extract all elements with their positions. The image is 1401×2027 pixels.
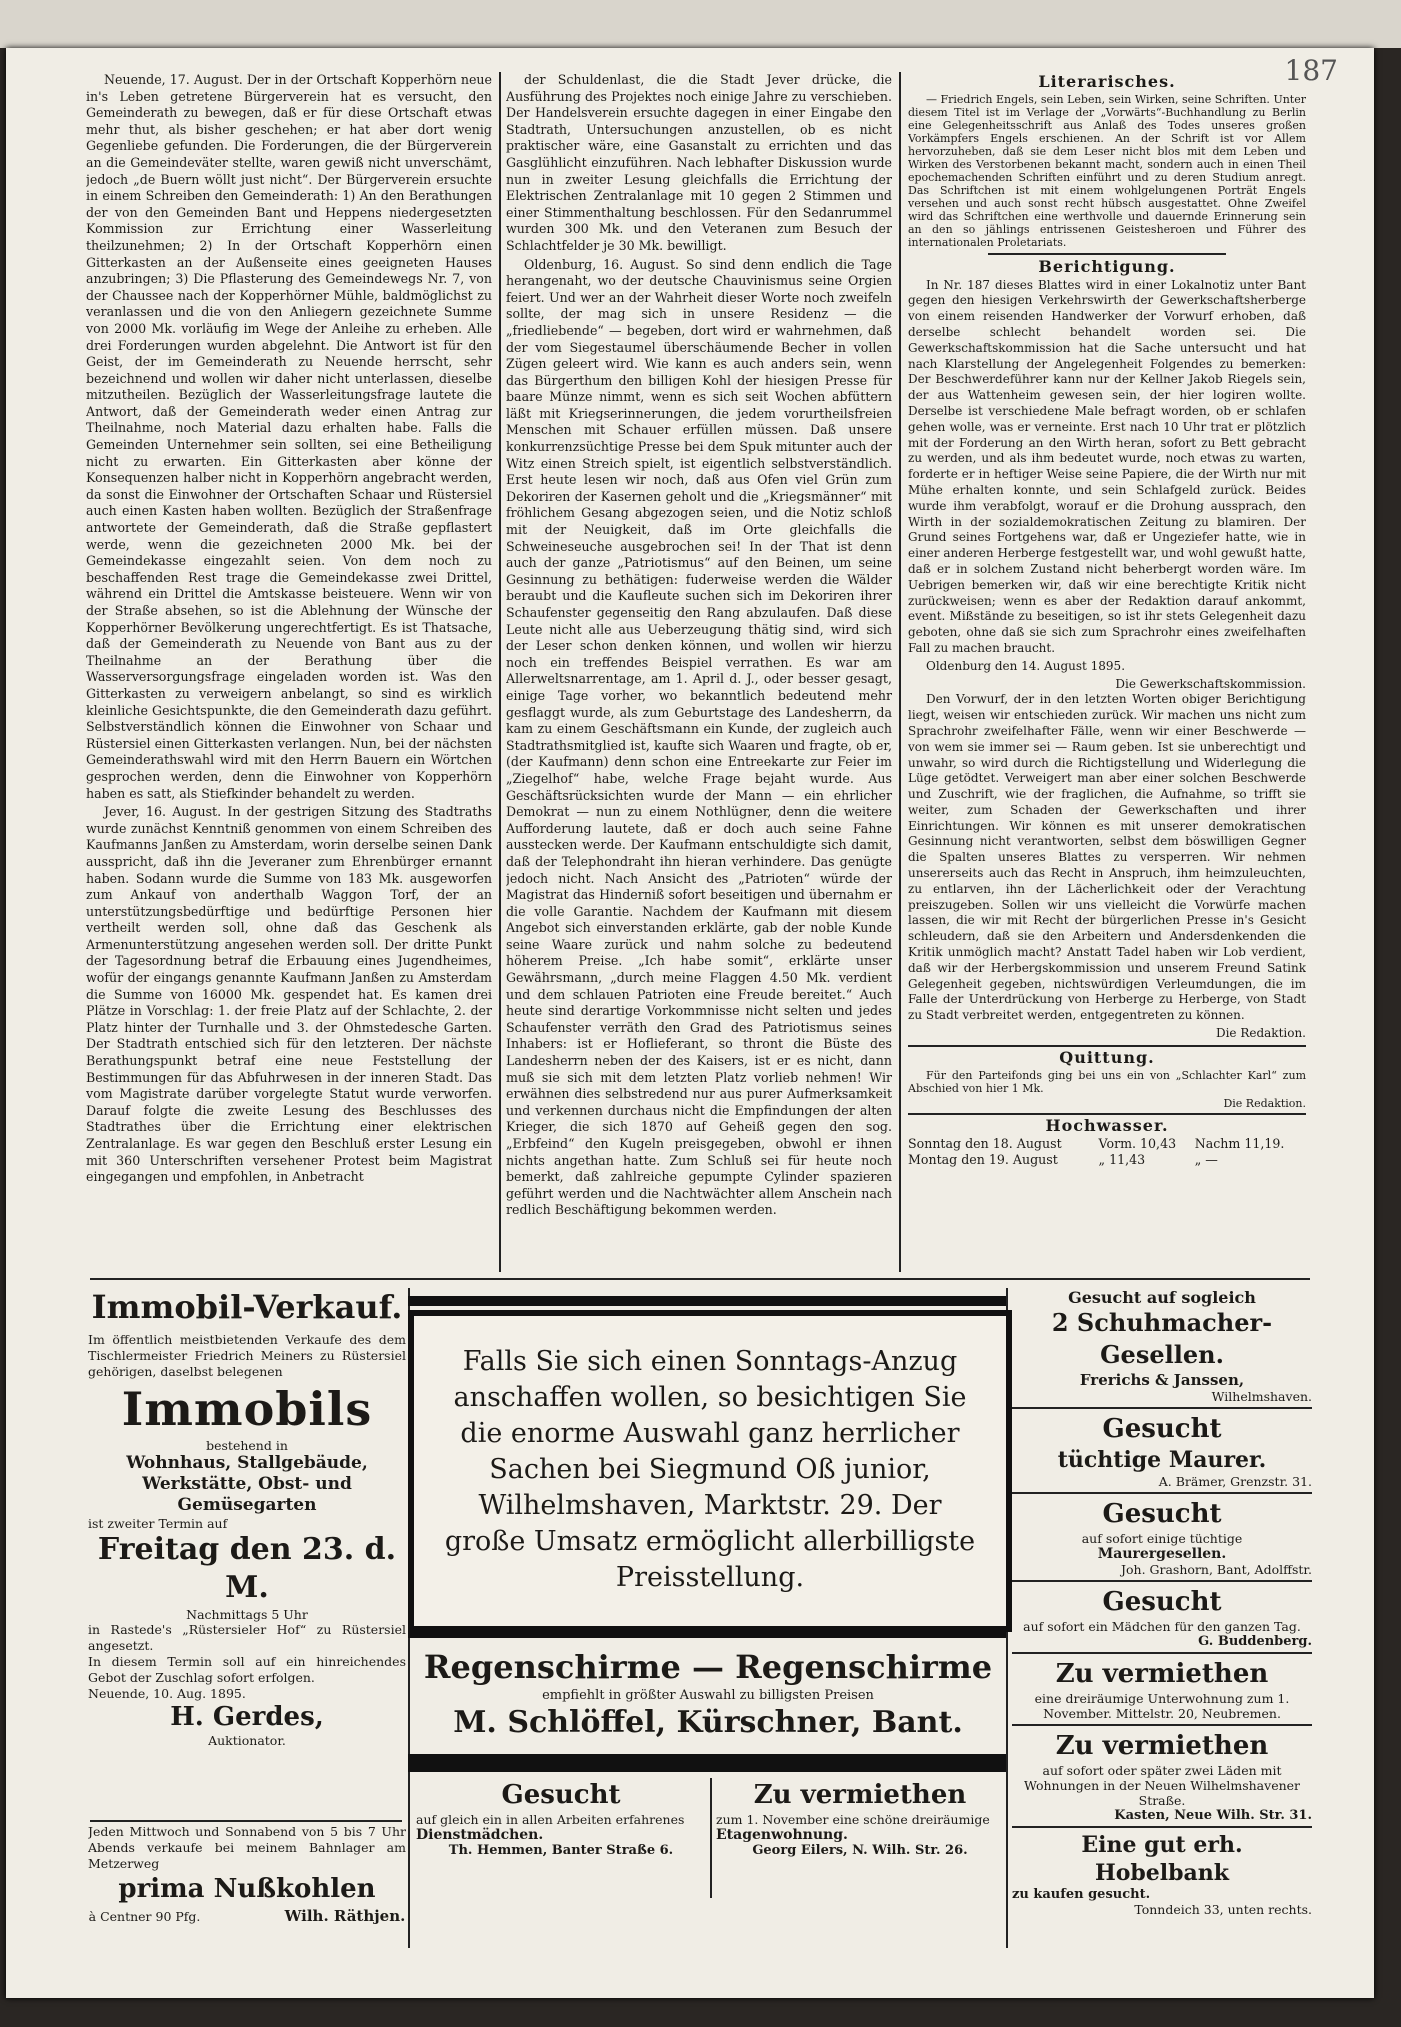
- high-water-heading: Hochwasser.: [1045, 1115, 1169, 1135]
- ad-place: Wilhelmshaven.: [1211, 1389, 1312, 1404]
- article-neuende: Neuende, 17. August. Der in der Ortschaft Kopperhörn neue in's Leben getretene Bürgerverein hat es versucht, den Gemeinderath zu bewegen, daß er für diese Ortschaft etwas mehr thut, als bisher geschehen; er hat aber dort wenig Gegenliebe gefunden. Die Forderungen, die der Bürgerverein an die Gemeindeväter stellte, waren gewiß nicht unverschämt, jedoch „de Buern wöllt just nicht“. Der Bürgerverein ersuchte in einem Schreiben den Gemeinderath: 1) An den Berathungen der von den Gemeinden Bant und Heppens niedergesetzten Kommission zur Errichtung einer Wasserleitung theilzunehmen; 2) In der Ortschaft Kopperhörn einen Gitterkasten an der Außenseite eines geeigneten Hauses anzubringen; 3) Die Pflasterung des Gemeindewegs Nr. 7, von der Chaussee nach der Kopperhörner Mühle, baldmöglichst zu veranlassen und die von den Anliegern gezeichnete Summe von 2000 Mk. vorläufig im Wege der Anleihe zu erheben. Alle drei Forderungen wurden abgelehnt. Die Antwort ist für den Geist, der im Gemeinderath zu Neuende herrscht, sehr bezeichnend und wollen wir daher nicht unterlassen, dieselbe mitzutheilen. Bezüglich der Wasserleitungsfrage lautete die Antwort, daß der Gemeinderath weder einen Antrag zur Theilnahme, noch Material dazu erhalten habe. Falls die Gemeinden Unternehmer sein sollten, sei eine Betheiligung nicht zu erwarten. Ein Gitterkasten aber könne der Konsequenzen halber nicht in Kopperhörn angebracht werden, da sonst die Einwohner der Ortschaften Schaar und Rüstersiel auch einen Kasten haben wollten. Bezüglich der Straßenfrage antwortete der Gemeinderath, daß die Straße gepflastert werde, wenn die gezeichneten 2000 Mk. bei der Gemeindekasse eingezahlt seien. Von dem noch zu beschaffenden Rest trage die Gemeindekasse zwei Drittel, während ein Drittel die Amtskasse beisteuere. Wenn wir von der Straße absehen, so ist die Ablehnung der Wünsche der Kopperhörner Bevölkerung ungerechtfertigt. Es ist Thatsache, daß der Gemeinderath zu Neuende von Bant aus zu der Theilnahme an der Berathung über die Wasserversorgungsfrage eingeladen worden ist. Was den Gitterkasten zu verweigern anbelangt, so sind es wirklich kleinliche Gesichtspunkte, die den Gemeinderath dazu geführt. Selbstverständlich können die Einwohner von Schaar und Rüstersiel einen Gitterkasten verlangen. Nun, bei der nächsten Gemeinderathswahl wird mit den Herrn Bauern ein Wörtchen gesprochen werden, denn die Einwohner von Kopperhörn haben es satt, als Stiefkinder behandelt zu werden.: [86, 72, 492, 801]
- ad-dienstmaedchen: [416, 1778, 706, 1898]
- editorial-signature: Die Redaktion.: [1215, 1026, 1306, 1041]
- ad-bold: Maurergesellen.: [1097, 1546, 1227, 1562]
- newspaper-page: [6, 48, 1374, 1998]
- ad-text: bestehend in: [206, 1438, 288, 1453]
- ad-text: auf sofort oder später zwei Läden mit Wohnungen in der Neuen Wilhelmshavener Straße.: [1023, 1763, 1301, 1808]
- ad-heading: Eine gut erh. Hobelbank: [1081, 1832, 1243, 1886]
- ad-parts: Wohnhaus, Stallgebäude, Werkstätte, Obst- und Gemüsegarten: [126, 1453, 368, 1515]
- ad-name: Georg Eilers, N. Wilh. Str. 26.: [752, 1843, 968, 1858]
- black-bar: [408, 1630, 1006, 1638]
- article-jever: Jever, 16. August. In der gestrigen Sitzung des Stadtraths wurde zunächst Kenntniß genommen von einem Schreiben des Kaufmanns Janßen zu Amsterdam, worin derselbe seinen Dank ausspricht, daß ihn die Jeveraner zum Ehrenbürger ernannt haben. Sodann wurde die Summe von 183 Mk. ausgeworfen zum Ankauf von anderthalb Waggon Torf, der an unterstützungsbedürftige und bedürftige Personen hier vertheilt werden soll, ohne daß das Geschenk als Armenunterstützung angesehen werden soll. Der dritte Punkt der Tagesordnung betraf die Erbauung eines Jugendheimes, wofür der eingangs genannte Kaufmann Janßen zu Amsterdam die Summe von 16000 Mk. gespendet hat. Es kamen drei Plätze in Vorschlag: 1. der freie Platz auf der Schlachte, 2. der Platz hinter der Turnhalle und 3. der Ohmstedesche Garten. Der Stadtrath entschied sich für den letzteren. Der nächste Berathungspunkt betraf eine neue Feststellung der Bestimmungen für das Abfuhrwesen in der inneren Stadt. Das vom Magistrate darüber vorgelegte Statut wurde verworfen. Darauf folgte die zweite Lesung des Beschlusses des Stadtrathes über die Errichtung einer elektrischen Zentralanlage. Es war gegen den Beschluß erster Lesung ein mit 360 Unterschriften versehener Protest beim Magistrat eingegangen und empfohlen, in Anbetracht: [86, 804, 492, 1185]
- ad-date: Freitag den 23. d. M.: [97, 1532, 397, 1605]
- ad-name: Wilh. Räthjen.: [284, 1907, 406, 1925]
- ad-text: zu kaufen gesucht.: [1012, 1887, 1151, 1902]
- ad-big-word: prima Nußkohlen: [118, 1874, 376, 1904]
- ad-etagenwohnung: [716, 1778, 1004, 1898]
- ad-nusskohlen: [88, 1824, 406, 1954]
- table-cell: Montag den 19. August: [908, 1152, 1058, 1168]
- table-cell: Nachm 11,19.: [1194, 1136, 1285, 1152]
- ad-big-word: tüchtige Maurer.: [1057, 1447, 1267, 1473]
- column-1: [86, 72, 492, 1287]
- ad-name: Joh. Grashorn, Bant, Adolffstr.: [1120, 1562, 1312, 1577]
- ad-intro: Im öffentlich meistbietenden Verkaufe des dem Tischlermeister Friedrich Meiners zu Rüstersiel gehörigen, daselbst belegenen: [88, 1332, 406, 1379]
- ad-text: auf sofort einige tüchtige: [1081, 1531, 1243, 1546]
- ad-heading: Zu vermiethen: [1055, 1731, 1269, 1761]
- ad-intro: Jeden Mittwoch und Sonnabend von 5 bis 7 Uhr Abends verkaufe bei meinem Bahnlager am Metzerweg: [88, 1824, 406, 1871]
- ad-text: ist zweiter Termin auf: [88, 1516, 228, 1531]
- ad-name: H. Gerdes,: [170, 1702, 324, 1732]
- column-3: [908, 72, 1306, 1287]
- ad-name: Tonndeich 33, unten rechts.: [1134, 1902, 1312, 1917]
- receipt-signature: Die Redaktion.: [1223, 1096, 1306, 1110]
- ad-heading: Gesucht: [1102, 1587, 1222, 1617]
- ad-heading: Gesucht: [1102, 1499, 1222, 1529]
- ad-heading: Zu vermiethen: [1055, 1659, 1269, 1689]
- ad-name: Frerichs & Janssen,: [1079, 1371, 1245, 1389]
- column-divider: [899, 72, 901, 1272]
- ad-big-word: Immobils: [121, 1382, 373, 1436]
- correction-heading: Berichtigung.: [1038, 256, 1176, 276]
- ad-name: Kasten, Neue Wilh. Str. 31.: [1114, 1808, 1312, 1823]
- ad-name: M. Schlöffel, Kürschner, Bant.: [453, 1705, 963, 1740]
- ad-title: Regenschirme — Regenschirme: [423, 1648, 993, 1686]
- ad-bold: Etagenwohnung.: [716, 1827, 848, 1843]
- ad-title: Zu vermiethen: [753, 1780, 967, 1810]
- ad-place: in Rastede's „Rüstersieler Hof“ zu Rüstersiel angesetzt.: [88, 1622, 406, 1653]
- ad-big-word: 2 Schuhmacher-Gesellen.: [1051, 1308, 1273, 1369]
- high-water-table: [908, 1136, 1306, 1168]
- table-cell: Vorm. 10,43: [1098, 1136, 1177, 1152]
- editorial-reply: Den Vorwurf, der in den letzten Worten obiger Berichtigung liegt, weisen wir entschieden zurück. Wir machen uns nicht zum Sprachrohr zweifelhafter Fälle, wenn wir einer Beschwerde — von wem sie immer sei — Raum geben. Ist sie unberechtigt und unwahr, so wird durch die Richtigstellung und Widerlegung die Lüge getödtet. Verweigert man aber einer solchen Beschwerde und Zuschrift, wie der fraglichen, die Aufnahme, so trifft sie weiter, zum Schaden der Gewerkschaften und ihrer Einrichtungen. Wir können es mit unserer demokratischen Gesinnung nicht verantworten, selbst dem böswilligen Gegner die Spalten unseres Blattes zu versperren. Wir nehmen unsererseits auch das Recht in Anspruch, ihm heimzuleuchten, zu entlarven, ihn der Lächerlichkeit oder der Verachtung preiszugeben. Sollen wir uns vielleicht die Vorwürfe machen lassen, die wir mit Recht der bürgerlichen Presse in's Gesicht schleudern, daß sie den Arbeitern und Andersdenkenden die Kritik unmöglich macht? Anstatt Tadel haben wir Lob verdient, daß wir der Herbergskommission und unserem Freund Satink Gelegenheit gegeben, nichtswürdigen Verleumdungen, die im Falle der Unterdrückung von Herberge zu Herberge, von Stadt zu Stadt verbreitet werden, entgegentreten zu können.: [908, 692, 1306, 1023]
- column-divider: [499, 72, 501, 1272]
- page-top-strip: [0, 0, 1401, 48]
- black-bar: [408, 1296, 1006, 1306]
- ads-divider: [90, 1278, 1310, 1280]
- ad-text: Falls Sie sich einen Sonntags-Anzug anschaffen wollen, so besichtigen Sie die enorme Auswahl ganz herrlicher Sachen bei Siegmund Oß junior, Wilhelmshaven, Marktstr. 29. Der große Umsatz ermöglicht allerbilligste Preisstellung.: [444, 1346, 976, 1593]
- ad-note: In diesem Termin soll auf ein hinreichendes Gebot der Zuschlag sofort erfolgen.: [88, 1654, 406, 1685]
- ad-text: zum 1. November eine schöne dreiräumige: [716, 1812, 990, 1827]
- ad-role: Auktionator.: [208, 1733, 286, 1748]
- ad-bold: Dienstmädchen.: [416, 1827, 544, 1843]
- article-jever-cont: der Schuldenlast, die die Stadt Jever drücke, die Ausführung des Projektes noch einige Jahre zu verschieben. Der Handelsverein ersuchte dagegen in einer Eingabe den Stadtrath, Untersuchungen anzustellen, ob es nicht praktischer wäre, eine Gasanstalt zu errichten und das Gasglühlicht einzuführen. Nach lebhafter Diskussion wurde nun in zweiter Lesung gleichfalls die Errichtung der Elektrischen Zentralanlage mit 10 gegen 2 Stimmen und einer Stimmenthaltung beschlossen. Für den Sedanrummel wurden 300 Mk. und den Veteranen zum Besuch der Schlachtfelder je 30 Mk. bewilligt.: [506, 72, 892, 253]
- table-cell: Sonntag den 18. August: [908, 1136, 1062, 1152]
- ad-time: Nachmittags 5 Uhr: [186, 1607, 308, 1622]
- table-cell: „ 11,43: [1098, 1152, 1146, 1168]
- correction-dateline: Oldenburg den 14. August 1895.: [926, 658, 1126, 673]
- ad-divider: [710, 1778, 712, 1898]
- ad-regenschirme: [410, 1646, 1006, 1746]
- ad-subtitle: empfiehlt in größter Auswahl zu billigsten Preisen: [542, 1688, 874, 1703]
- table-row: [908, 1136, 1306, 1152]
- ad-divider: [90, 1820, 402, 1822]
- ad-immobil-verkauf: [88, 1288, 406, 1808]
- page-number: 187: [1284, 54, 1338, 87]
- black-bar: [408, 1754, 1006, 1772]
- table-row: [908, 1152, 1306, 1168]
- ad-dateline: Neuende, 10. Aug. 1895.: [88, 1686, 246, 1701]
- table-cell: „ —: [1194, 1152, 1218, 1168]
- literary-heading: Literarisches.: [1038, 72, 1176, 91]
- article-oldenburg: Oldenburg, 16. August. So sind denn endlich die Tage herangenaht, wo der deutsche Chauvinismus seine Orgien feiert. Und wer an der Wahrheit dieser Worte noch zweifeln sollte, der mag sich in unsere Residenz — die „friedliebende“ — begeben, dort wird er wahrnehmen, daß der vom Siegestaumel überschäumende Becher in vollen Zügen geleert wird. Wie kann es auch anders sein, wenn das Bürgerthum den billigen Kohl der hiesigen Presse für baare Münze nimmt, wenn es sich seit Wochen abfüttern läßt mit Kriegserinnerungen, die jedem vorurtheilsfreien Menschen mit Schauer erfüllen müssen. Daß unsere konkurrenzsüchtige Presse bei dem Spuk mitunter auch der Witz einen Streich spielt, ist eigentlich selbstverständlich. Erst heute lesen wir noch, daß aus Ofen viel Grün zum Dekoriren der Kasernen geholt und die „Kriegsmänner“ mit fröhlichem Gesang abgezogen seien, und die Notiz schloß mit der Neuigkeit, daß im Orte gleichfalls die Schweineseuche ausgebrochen sei! In der That ist denn auch der ganze „Patriotismus“ auf den Beinen, um seine Gesinnung zu bethätigen: fuderweise werden die Wälder beraubt und die Kaufleute suchen sich im Dekoriren ihrer Schaufenster gegenseitig den Rang abzulaufen. Daß diese Leute nicht alle aus Ueberzeugung thätig sind, wird sich der Leser schon denken können, und wollen wir hierzu noch ein treffendes Beispiel verrathen. Es war am Allerweltsnarrentage, am 1. April d. J., oder besser gesagt, einige Tage vorher, wo bekanntlich bedeutend mehr gesflaggt wurde, als zum Geburtstage des Landesherrn, da kam zu einem Geschäftsmann ein Kunde, der zugleich auch Stadtrathsmitglied ist, kaufte sich Waaren und fragte, ob er, (der Kaufmann) denn schon eine Entreekarte zur Feier im „Ziegelhof“ habe, welche Frage bejaht wurde. Aus Geschäftsrücksichten wurde der Mann — ein ehrlicher Demokrat — nun zu einem Nothlügner, denn die weitere Aufforderung lautete, daß er doch auch seine Fahne ausstecken werde. Der Kaufmann entschuldigte sich damit, daß der Telephondraht ihn hieran verhindere. Das genügte jedoch nicht. Nach Ansicht des „Patrioten“ würde der Magistrat das Hinderniß sofort beseitigen und übernahm er die volle Garantie. Nachdem der Kaufmann mit diesem Angebot sich einverstanden erklärte, gab der noble Kunde seine Waare zurück und nahm solche zu bedeutend höherem Preise. „Ich habe somit“, erklärte unser Gewährsmann, „durch meine Flaggen 4.50 Mk. verdient und dem schlauen Patrioten eine Freude bereitet.“ Auch heute sind derartige Vorkommnisse nicht selten und jedes Schaufenster verräth den Grad des Patriotismus seines Inhabers: ist er Hoflieferant, so thront die Büste des Landesherrn neben der des Kaisers, ist er es nicht, dann muß sie sich mit dem letzten Platz vorlieb nehmen! Wir erwähnen dies selbstredend nur aus purer Aufmerksamkeit und verkennen durchaus nicht die Empfindungen der alten Krieger, die sich 1870 auf Geheiß gegen den sog. „Erbfeind“ den Kugeln preisgegeben, obwohl er ihnen nichts angethan hatte. Zum Schluß sei für heute noch bemerkt, daß zahlreiche gepumpte Cylinder spazieren geführt werden und die Nachtwächter allem Anschein nach redlich Beschäftigung bekommen werden.: [506, 256, 892, 1218]
- ad-column-right: [1012, 1288, 1312, 1948]
- ad-heading: Gesucht: [1102, 1414, 1222, 1444]
- ad-name: G. Buddenberg.: [1198, 1634, 1312, 1649]
- correction-text: In Nr. 187 dieses Blattes wird in einer Lokalnotiz unter Bant gegen den hiesigen Verkehrswirth der Gewerkschaftsherberge von einem reisenden Handwerker der Vorwurf erhoben, daß derselbe schlecht behandelt worden sei. Die Gewerkschaftskommission hat die Sache untersucht und hat nach Klarstellung der Angelegenheit Folgendes zu bemerken: Der Beschwerdeführer kann nur der Kellner Jakob Riegels sein, der aus Wattenheim gewesen sein, der hier logiren wollte. Derselbe ist verschiedene Male befragt worden, ob er schlafen gehen wolle, was er verneinte. Erst nach 10 Uhr trat er plötzlich mit der Forderung an den Wirth heran, sofort zu Bett gebracht zu werden, und als ihm bedeutet wurde, noch etwas zu warten, forderte er in heftiger Weise seine Papiere, die der Wirth nur mit Mühe erhalten konnte, und sein Schlafgeld zurück. Beides wurde ihm verabfolgt, worauf er die Drohung aussprach, den Wirth in der sozialdemokratischen Zeitung zu blamiren. Der Grund seines Fortgehens war, daß er Ungeziefer hatte, wie in einer anderen Herberge festgestellt war, und wohl gewußt hatte, daß er in solchem Zustand nicht beherbergt worden wäre. Im Uebrigen bemerken wir, daß wir eine berechtigte Kritik nicht zurückweisen; wenn es aber der Redaktion darauf ankommt, event. Mißstände zu beseitigen, so ist ihr stets Gelegenheit dazu geboten, ohne daß sie sich zum Sprachrohr eines zweifelhaften Fall zu machen braucht.: [908, 277, 1306, 655]
- ad-heading: Gesucht auf sogleich: [1068, 1288, 1256, 1307]
- ad-text: auf gleich ein in allen Arbeiten erfahrenes: [416, 1812, 685, 1827]
- receipt-text: Für den Parteifonds ging bei uns ein von „Schlachter Karl“ zum Abschied von hier 1 Mk.: [908, 1068, 1306, 1095]
- ad-text: eine dreiräumige Unterwohnung zum 1. November. Mittelstr. 20, Neubremen.: [1034, 1691, 1290, 1721]
- ad-price: à Centner 90 Pfg.: [88, 1909, 201, 1924]
- ad-name: A. Brämer, Grenzstr. 31.: [1158, 1474, 1312, 1489]
- ad-sonntagsanzug: [408, 1310, 1012, 1632]
- ad-text: auf sofort ein Mädchen für den ganzen Tag.: [1023, 1619, 1301, 1634]
- ad-title: Gesucht: [501, 1780, 621, 1810]
- column-2: [506, 72, 892, 1287]
- ad-title: Immobil-Verkauf.: [91, 1288, 403, 1326]
- ad-name: Th. Hemmen, Banter Straße 6.: [448, 1843, 674, 1858]
- receipt-heading: Quittung.: [1059, 1047, 1155, 1067]
- literary-text: — Friedrich Engels, sein Leben, sein Wirken, seine Schriften. Unter diesem Titel ist im Verlage der „Vorwärts“-Buchhandlung zu Berlin eine Gelegenheitsschrift aus Anlaß des Todes unseres großen Vorkämpfers Engels erschienen. An der Schrift ist vor Allem hervorzuheben, daß sie dem Leser nicht blos mit dem Leben und Wirken des Verstorbenen bekannt macht, sondern auch in einen Theil epochemachenden Schriften einführt und zu deren Studium anregt. Das Schriftchen ist mit einem wohlgelungenen Porträt Engels versehen und auch sonst recht hübsch ausgestattet. Ohne Zweifel wird das Schriftchen eine werthvolle und dauernde Erinnerung sein an den so jählings entrissenen Geistesheroen und Führer des internationalen Proletariats.: [908, 92, 1306, 249]
- correction-signature: Die Gewerkschaftskommission.: [1115, 676, 1306, 691]
